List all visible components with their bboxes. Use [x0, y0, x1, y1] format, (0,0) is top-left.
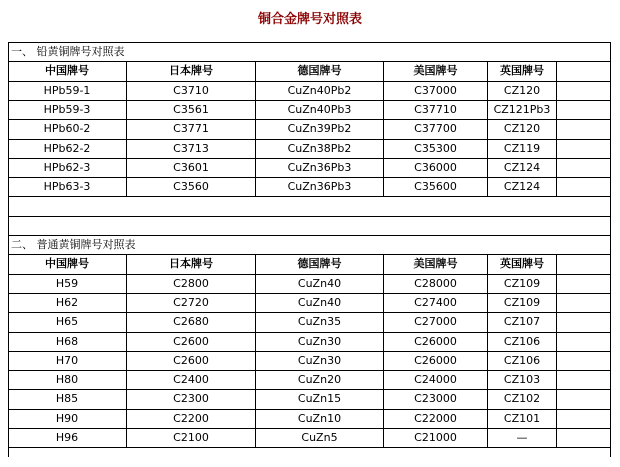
- table-cell: C2100: [126, 428, 255, 447]
- column-header: 英国牌号: [487, 61, 556, 81]
- table-cell: CZ106: [487, 332, 556, 351]
- table-cell: CZ120: [487, 81, 556, 100]
- table-row: [8, 351, 611, 370]
- table-cell: C37710: [383, 100, 487, 119]
- table-cell: C3710: [126, 81, 255, 100]
- table-cell: C37000: [383, 81, 487, 100]
- section-heading-row: [8, 42, 611, 61]
- table-cell: CuZn38Pb2: [255, 139, 383, 158]
- column-header: 中国牌号: [45, 257, 89, 270]
- table-cell: C2600: [126, 332, 255, 351]
- empty-cell: [556, 312, 611, 332]
- table-cell: C36000: [383, 158, 487, 177]
- table-cell: C2400: [126, 370, 255, 389]
- table-header-row: [8, 61, 611, 81]
- table-cell: H85: [55, 392, 79, 405]
- table-cell: CuZn30: [255, 332, 383, 351]
- table-cell: —: [487, 428, 556, 447]
- empty-cell: [556, 370, 611, 389]
- table-row: [8, 428, 611, 447]
- table-cell: CZ109: [487, 274, 556, 293]
- empty-cell: [556, 351, 611, 370]
- empty-cell: [556, 428, 611, 447]
- table-cell: H80: [55, 373, 79, 386]
- table-cell: HPb62-2: [43, 142, 91, 155]
- table-cell: C3601: [126, 158, 255, 177]
- table-row: [8, 274, 611, 293]
- table-cell: CuZn40Pb2: [255, 81, 383, 100]
- table-cell: H59: [55, 277, 79, 290]
- table-cell: HPb59-3: [43, 103, 91, 116]
- column-header: 美国牌号: [383, 254, 487, 274]
- table-cell: H65: [55, 315, 79, 328]
- table-cell: CZ124: [487, 158, 556, 177]
- table-cell: HPb63-3: [43, 180, 91, 193]
- table-cell: CZ124: [487, 177, 556, 196]
- table-cell: HPb59-1: [43, 84, 91, 97]
- table-cell: C26000: [383, 332, 487, 351]
- table-row: [8, 81, 611, 100]
- empty-cell: [556, 177, 611, 196]
- table-cell: C35600: [383, 177, 487, 196]
- table-cell: C3560: [126, 177, 255, 196]
- column-header: 英国牌号: [487, 254, 556, 274]
- table-cell: C35300: [383, 139, 487, 158]
- table-row: [8, 119, 611, 139]
- empty-cell: [556, 332, 611, 351]
- empty-cell: [556, 274, 611, 293]
- section-heading: 二、 普通黄铜牌号对照表: [11, 238, 136, 251]
- page-title: 铜合金牌号对照表: [257, 12, 362, 27]
- table-cell: C27400: [383, 293, 487, 312]
- table-cell: CZ109: [487, 293, 556, 312]
- table-row: [8, 389, 611, 409]
- table-cell: C27000: [383, 312, 487, 332]
- table-cell: CZ121Pb3: [487, 100, 556, 119]
- table-cell: CZ102: [487, 389, 556, 409]
- table-cell: CuZn36Pb3: [255, 158, 383, 177]
- blank-row: [8, 216, 611, 235]
- table-cell: CuZn15: [255, 389, 383, 409]
- table-cell: CuZn20: [255, 370, 383, 389]
- column-header: 美国牌号: [383, 61, 487, 81]
- section-heading: 一、 铅黄铜牌号对照表: [11, 45, 125, 58]
- table-cell: CuZn30: [255, 351, 383, 370]
- empty-cell: [556, 139, 611, 158]
- table-cell: C3713: [126, 139, 255, 158]
- table-cell: C2300: [126, 389, 255, 409]
- empty-cell: [556, 389, 611, 409]
- column-header: 德国牌号: [255, 61, 383, 81]
- table-row: [8, 177, 611, 196]
- table-cell: C2800: [126, 274, 255, 293]
- table-cell: C2200: [126, 409, 255, 428]
- table-row: [8, 332, 611, 351]
- empty-cell: [556, 119, 611, 139]
- table-row: [8, 409, 611, 428]
- column-header: 中国牌号: [45, 64, 89, 77]
- table-header-row: [8, 254, 611, 274]
- empty-cell: [556, 100, 611, 119]
- empty-cell: [556, 81, 611, 100]
- comparison-sheet: [8, 42, 611, 457]
- table-cell: CuZn35: [255, 312, 383, 332]
- table-cell: CZ107: [487, 312, 556, 332]
- table-cell: CuZn5: [255, 428, 383, 447]
- table-cell: CZ120: [487, 119, 556, 139]
- table-cell: H96: [55, 431, 79, 444]
- table-cell: CZ101: [487, 409, 556, 428]
- column-header: 日本牌号: [126, 61, 255, 81]
- table-cell: H70: [55, 354, 79, 367]
- blank-row: [8, 447, 611, 467]
- table-cell: C24000: [383, 370, 487, 389]
- column-header: 德国牌号: [255, 254, 383, 274]
- table-cell: C21000: [383, 428, 487, 447]
- table-cell: CuZn39Pb2: [255, 119, 383, 139]
- table-cell: CuZn36Pb3: [255, 177, 383, 196]
- table-cell: CuZn40: [255, 274, 383, 293]
- table-cell: C2600: [126, 351, 255, 370]
- empty-cell: [556, 61, 611, 81]
- table-cell: H90: [55, 412, 79, 425]
- table-cell: C22000: [383, 409, 487, 428]
- empty-cell: [556, 409, 611, 428]
- table-cell: C23000: [383, 389, 487, 409]
- empty-cell: [556, 293, 611, 312]
- table-row: [8, 293, 611, 312]
- table-cell: C28000: [383, 274, 487, 293]
- empty-cell: [556, 158, 611, 177]
- column-header: 日本牌号: [126, 254, 255, 274]
- table-cell: HPb62-3: [43, 161, 91, 174]
- table-cell: H68: [55, 335, 79, 348]
- table-cell: C3771: [126, 119, 255, 139]
- table-row: [8, 370, 611, 389]
- table-cell: CZ106: [487, 351, 556, 370]
- table-row: [8, 100, 611, 119]
- table-cell: C26000: [383, 351, 487, 370]
- blank-row: [8, 196, 611, 216]
- table-cell: CZ103: [487, 370, 556, 389]
- table-row: [8, 312, 611, 332]
- table-cell: HPb60-2: [43, 122, 91, 135]
- table-cell: C37700: [383, 119, 487, 139]
- table-cell: CuZn40Pb3: [255, 100, 383, 119]
- table-cell: C3561: [126, 100, 255, 119]
- table-row: [8, 158, 611, 177]
- table-cell: C2720: [126, 293, 255, 312]
- table-cell: C2680: [126, 312, 255, 332]
- section-heading-row: [8, 235, 611, 254]
- table-cell: CuZn10: [255, 409, 383, 428]
- table-cell: CuZn40: [255, 293, 383, 312]
- table-cell: H62: [55, 296, 79, 309]
- table-row: [8, 139, 611, 158]
- table-cell: CZ119: [487, 139, 556, 158]
- empty-cell: [556, 254, 611, 274]
